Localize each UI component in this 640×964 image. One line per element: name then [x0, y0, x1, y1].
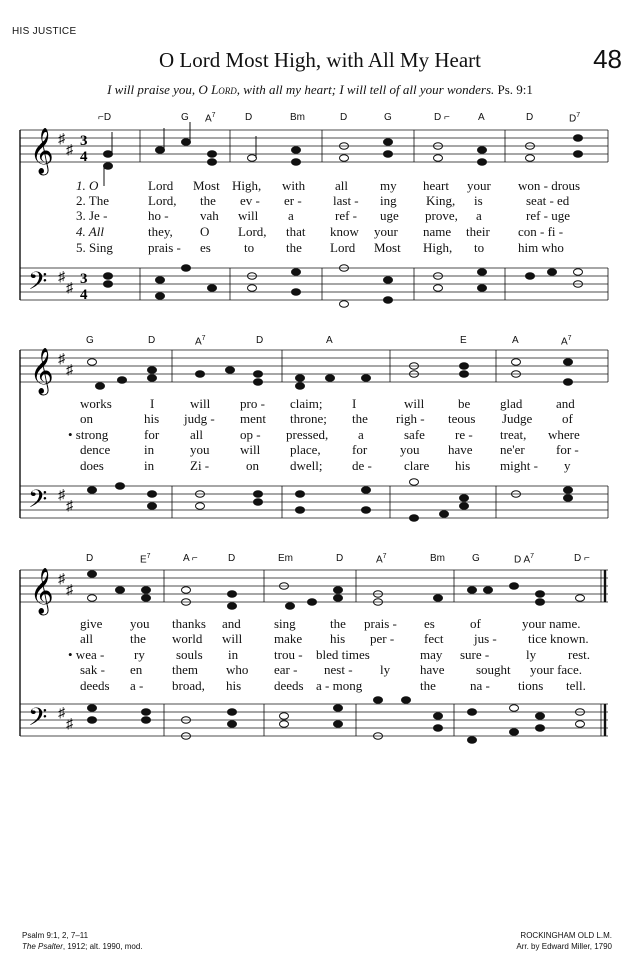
chord: D $A^7$ [514, 553, 535, 566]
lyric-line: all the world will make his per - fect jus - tice known. [80, 631, 589, 646]
chord: $A^7$ [195, 335, 206, 348]
lyric-line: 1. O Lord Most High, with all my heart your won - drous [76, 178, 581, 193]
chord: Em [278, 553, 293, 564]
text-credits [22, 930, 143, 952]
chord: $A^7$ [376, 553, 387, 566]
chord: Bm [290, 112, 305, 123]
svg-text:𝄢: 𝄢 [28, 485, 48, 520]
scripture-source: Psalm 9:1, 2, 7–11 [22, 931, 89, 940]
epigraph-pre: I will praise you, O [107, 82, 212, 97]
chord: ⌐D [98, 112, 112, 123]
chord: $D^7$ [569, 112, 581, 125]
chord: G [472, 553, 480, 564]
epigraph-post: , with all my heart; I will tell of all your wonders. [236, 82, 495, 97]
hymn-number: 48 [593, 44, 622, 74]
svg-text:♯: ♯ [58, 488, 65, 503]
lyric-line: deeds a - broad, his deeds a - mong the na - tions tell. [80, 678, 586, 693]
svg-text:𝄢: 𝄢 [28, 703, 48, 738]
chord: A [512, 335, 519, 346]
chord: D [340, 112, 348, 123]
lyric-line: works I will pro - claim; I will be glad and [80, 396, 575, 411]
chord: D [148, 335, 156, 346]
lyric-line: sak - en them who ear - nest - ly have sought your face. [80, 662, 582, 677]
svg-text:♯: ♯ [66, 281, 73, 296]
chord: A [478, 112, 485, 123]
svg-text:♯: ♯ [66, 717, 73, 732]
chord: D [336, 553, 344, 564]
lyric-line: 3. Je - ho - vah will a ref - uge prove, a ref - uge [76, 208, 571, 223]
chord: E [460, 335, 467, 346]
tune-credits [516, 930, 612, 952]
svg-text:4: 4 [80, 149, 88, 165]
chord: A ⌐ [183, 553, 198, 564]
chord: D [526, 112, 534, 123]
time-signature-icon: 3 [80, 133, 88, 149]
svg-text:♯: ♯ [58, 352, 65, 367]
svg-text:♯: ♯ [58, 572, 65, 587]
svg-text:𝄞: 𝄞 [30, 568, 54, 614]
chord: D [86, 553, 94, 564]
svg-text:𝄞: 𝄞 [30, 348, 54, 394]
svg-text:♯: ♯ [58, 270, 65, 285]
svg-text:♯: ♯ [66, 363, 73, 378]
bass-clef-icon: 𝄢 [28, 267, 48, 302]
tune-name: ROCKINGHAM OLD L.M. [520, 931, 612, 940]
svg-text:♯: ♯ [58, 706, 65, 721]
chord: A [326, 335, 333, 346]
chord: D [256, 335, 264, 346]
lyric-line: • wea - ry souls in trou - bled times may sure - ly rest. [68, 647, 591, 662]
lyric-line: 4. All they, O Lord, that know your name their con - fi - [76, 224, 564, 239]
section-heading: HIS JUSTICE [12, 26, 77, 37]
svg-text:4: 4 [80, 287, 88, 303]
chord: D ⌐ [574, 553, 590, 564]
chord: D ⌐ [434, 112, 450, 123]
svg-text:♯: ♯ [66, 143, 73, 158]
lyric-line: dence in you will place, for you have ne'er for - [80, 442, 579, 457]
hymn-title: O Lord Most High, with All My Heart [159, 48, 481, 72]
treble-clef-icon: 𝄞 [30, 128, 54, 174]
epigraph-lord: Lord [211, 82, 237, 97]
epigraph [0, 82, 640, 98]
lyric-line: 5. Sing prais - es to the Lord Most High, to him who [76, 240, 564, 255]
svg-text:♯: ♯ [66, 583, 73, 598]
svg-text:3: 3 [80, 271, 88, 287]
chord: G [181, 112, 189, 123]
chord: G [86, 335, 94, 346]
chord: D [228, 553, 236, 564]
lyric-line: • strong for all op - pressed, a safe re - treat, where [68, 427, 580, 442]
chord: Bm [430, 553, 445, 564]
chord: D [245, 112, 253, 123]
chord: $A^7$ [205, 112, 216, 125]
lyric-line: give you thanks and sing the prais - es of your name. [80, 616, 581, 631]
key-signature-icon: ♯ [58, 132, 65, 147]
lyric-line: 2. The Lord, the ev - er - last - ing King, is seat - ed [76, 193, 570, 208]
svg-text:♯: ♯ [66, 499, 73, 514]
chord: $E^7$ [140, 553, 151, 566]
lyric-line: on his judg - ment throne; the righ - teous Judge of [80, 411, 573, 426]
text-source: The Psalter, 1912; alt. 1990, mod. [22, 942, 143, 951]
epigraph-reference: Ps. 9:1 [497, 82, 533, 97]
chord: $A^7$ [561, 335, 572, 348]
arranger: Arr. by Edward Miller, 1790 [516, 942, 612, 951]
lyric-line: does in Zi - on dwell; de - clare his might - y [80, 458, 571, 473]
chord: G [384, 112, 392, 123]
